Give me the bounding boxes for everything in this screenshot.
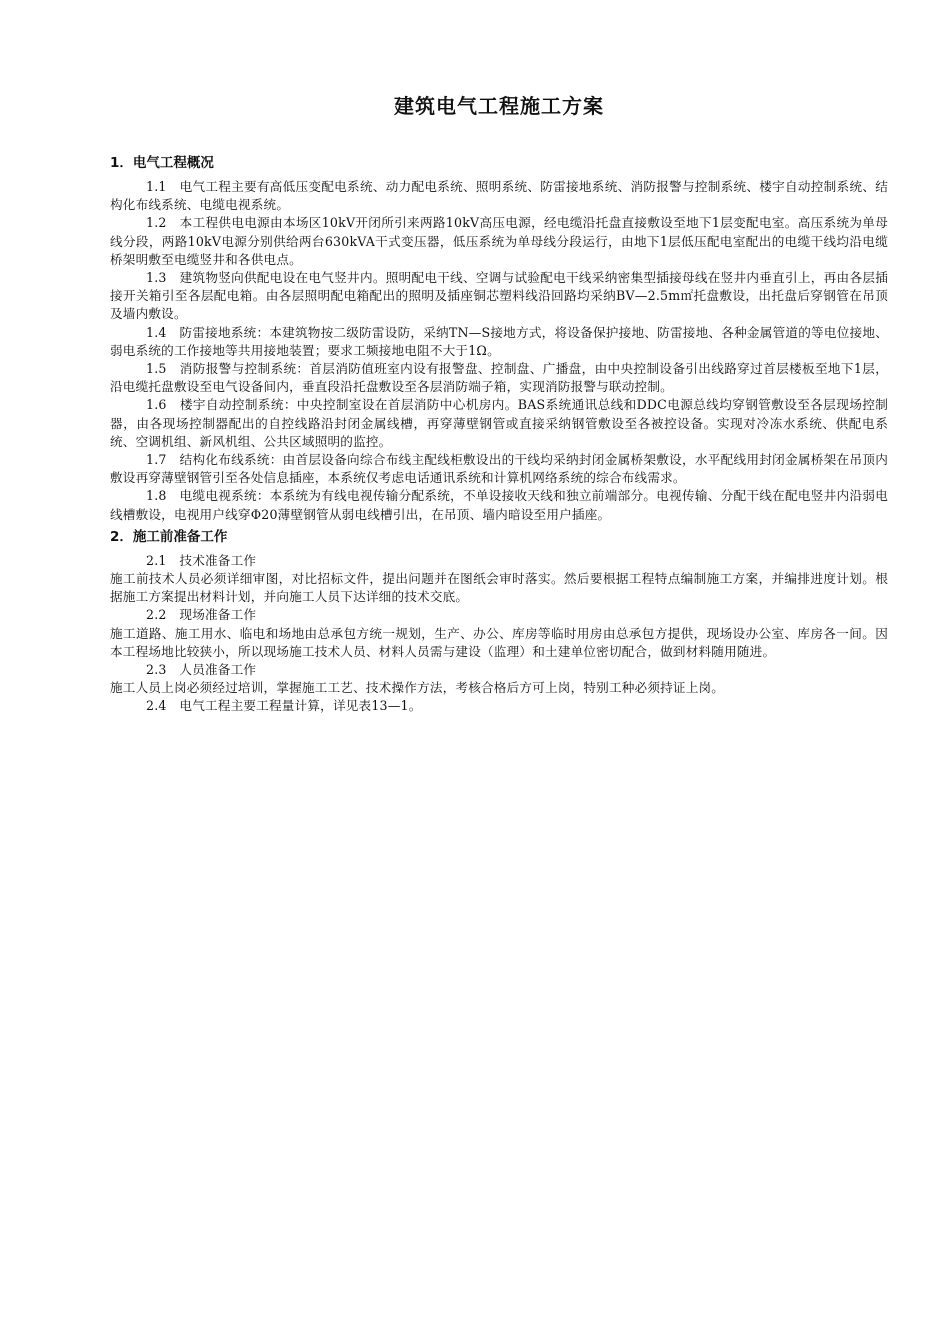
subsection-2-4-line: 2.4 电气工程主要工程量计算，详见表13—1。: [146, 698, 422, 714]
section-2-heading: 2．施工前准备工作: [110, 528, 228, 545]
paragraph-1-6: 1.6 楼宇自动控制系统：中央控制室设在首层消防中心机房内。BAS系统通讯总线和DDC电源总线均穿钢管敷设至各层现场控制器，由各现场控制器配出的自控线路沿封闭金属线槽，再穿薄壁钢管或直接采纳钢管敷设至各被控设备。实现对冷冻水系统、供配电系统、空调机组、新风机组、公共区域照明的监控。: [110, 397, 888, 449]
document-title: 建筑电气工程施工方案: [394, 94, 604, 118]
subsection-2-2-text: 施工道路、施工用水、临电和场地由总承包方统一规划，生产、办公、库房等临时用房由总承包方提供，现场设办公室、库房各一间。因本工程场地比较狭小，所以现场施工技术人员、材料人员需与建设（监理）和土建单位密切配合，做到材料随用随进。: [110, 625, 888, 659]
section-2: [110, 527, 888, 716]
paragraph-1-3: 1.3 建筑物竖向供配电设在电气竖井内。照明配电干线、空调与试验配电干线采纳密集型插接母线在竖井内垂直引上，再由各层插接开关箱引至各层配电箱。由各层照明配电箱配出的照明及插座铜芯塑料线沿回路均采纳BV—2.5m㎡托盘敷设，出托盘后穿钢管在吊顶及墙内敷设。: [110, 270, 888, 322]
subsection-2-1-text: 施工前技术人员必须详细审图，对比招标文件，提出问题并在图纸会审时落实。然后要根据工程特点编制施工方案，并编排进度计划。根据施工方案提出材料计划，并向施工人员下达详细的技术交底。: [110, 571, 888, 605]
paragraph-1-2: 1.2 本工程供电电源由本场区10kV开闭所引来两路10kV高压电源，经电缆沿托盘直接敷设至地下1层变配电室。高压系统为单母线分段，两路10kV电源分别供给两台630kVA干式变压器，低压系统为单母线分段运行，由地下1层低压配电室配出的电缆干线均沿电缆桥架明敷至电缆竖井和各供电点。: [110, 215, 888, 267]
subsection-2-3-text: 施工人员上岗必须经过培训，掌握施工工艺、技术操作方法，考核合格后方可上岗，特别工种必须持证上岗。: [110, 680, 725, 696]
document-page: [110, 92, 888, 716]
subsection-2-3-title: 2.3 人员准备工作: [146, 662, 257, 678]
subsection-2-2-title: 2.2 现场准备工作: [146, 607, 257, 623]
section-1-heading: 1．电气工程概况: [110, 155, 214, 171]
section-1: [110, 153, 888, 524]
paragraph-1-4: 1.4 防雷接地系统：本建筑物按二级防雷设防，采纳TN—S接地方式，将设备保护接地、防雷接地、各种金属管道的等电位接地、弱电系统的工作接地等共用接地装置；要求工频接地电阻不大于1Ω。: [110, 324, 888, 358]
paragraph-1-5: 1.5 消防报警与控制系统：首层消防值班室内设有报警盘、控制盘、广播盘，由中央控制设备引出线路穿过首层楼板至地下1层，沿电缆托盘敷设至电气设备间内，垂直段沿托盘敷设至各层消防端子箱，实现消防报警与联动控制。: [110, 361, 888, 395]
paragraph-1-1: 1.1 电气工程主要有高低压变配电系统、动力配电系统、照明系统、防雷接地系统、消防报警与控制系统、楼宇自动控制系统、结构化布线系统、电缆电视系统。: [110, 179, 888, 213]
paragraph-1-8: 1.8 电缆电视系统：本系统为有线电视传输分配系统，不单设接收天线和独立前端部分。电视传输、分配干线在配电竖井内沿弱电线槽敷设，电视用户线穿Φ20薄壁钢管从弱电线槽引出，在吊顶、墙内暗设至用户插座。: [110, 488, 888, 522]
subsection-2-1-title: 2.1 技术准备工作: [146, 552, 257, 568]
paragraph-1-7: 1.7 结构化布线系统：由首层设备向综合布线主配线柜敷设出的干线均采纳封闭金属桥架敷设，水平配线用封闭金属桥架在吊顶内敷设再穿薄壁钢管引至各处信息插座，本系统仅考虑电话通讯系统和计算机网络系统的综合布线需求。: [110, 452, 888, 486]
